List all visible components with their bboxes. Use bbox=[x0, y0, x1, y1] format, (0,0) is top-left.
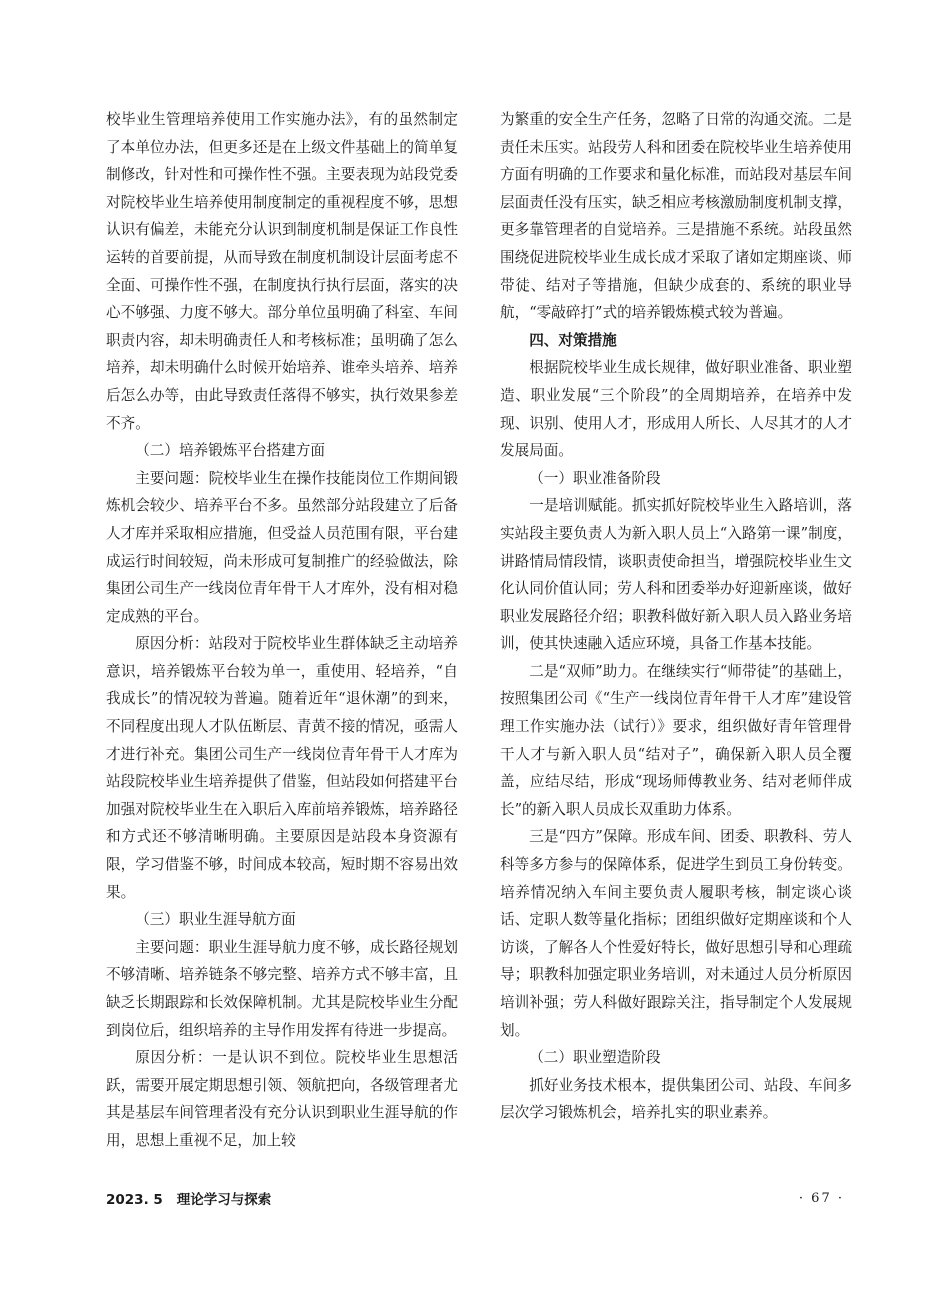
section-heading: （三）职业生涯导航方面 bbox=[135, 911, 296, 929]
journal-title: 理论学习与探索 bbox=[176, 1192, 272, 1208]
paragraph: 三是“四方”保障。形成车间、团委、职教科、劳人科等多方参与的保障体系，促进学生到员工身份转变。培养情况纳入车间主要负责人履职考核，制定谈心谈话、定职人数等量化指标；团组织做好定期座谈和个人访谈，了解各人个性爱好特长，做好思想引导和心理疏导；职教科加强定职业务培训，对未通过人员分析原因培训补强；劳人科做好跟踪关注，指导制定个人发展规划。 bbox=[500, 828, 852, 1039]
paragraph: 校毕业生管理培养使用工作实施办法》，有的虽然制定了本单位办法，但更多还是在上级文件基础上的简单复制修改，针对性和可操作性不强。主要表现为站段党委对院校毕业生培养使用制度制定的重视程度不够，思想认识有偏差，未能充分认识到制度机制是保证工作良性运转的首要前提，从而导致在制度机制设计层面考虑不全面、可操作性不强，在制度执行执行层面，落实的决心不够强、力度不够大。部分单位虽明确了科室、车间职责内容，却未明确责任人和考核标准；虽明确了怎么培养，却未明确什么时候开始培养、谁牵头培养、培养后怎么办等，由此导致责任落得不够实，执行效果参差不齐。 bbox=[106, 111, 458, 432]
paragraph: 主要问题：职业生涯导航力度不够，成长路径规划不够清晰、培养链条不够完整、培养方式不够丰富，且缺乏长期跟踪和长效保障机制。尤其是院校毕业生分配到岗位后，组织培养的主导作用发挥有待进一步提高。 bbox=[106, 938, 458, 1039]
page-footer bbox=[106, 1186, 844, 1210]
section-heading: （二）职业塑造阶段 bbox=[529, 1049, 661, 1067]
paragraph: 根据院校毕业生成长规律，做好职业准备、职业塑造、职业发展“三个阶段”的全周期培养，在培养中发现、识别、使用人才，形成用人所长、人尽其才的人才发展局面。 bbox=[500, 359, 852, 460]
section-heading: （一）职业准备阶段 bbox=[529, 469, 661, 487]
paragraph: 原因分析：站段对于院校毕业生群体缺乏主动培养意识，培养锻炼平台较为单一，重使用、轻培养，“自我成长”的情况较为普遍。随着近年“退休潮”的到来，不同程度出现人才队伍断层、青黄不接的情况，亟需人才进行补充。集团公司生产一线岗位青年骨干人才库为站段院校毕业生培养提供了借鉴，但站段如何搭建平台加强对院校毕业生在入职后入库前培养锻炼，培养路径和方式还不够清晰明确。主要原因是站段本身资源有限，学习借鉴不够，时间成本较高，短时期不容易出效果。 bbox=[106, 635, 458, 901]
section-heading-bold: 四、对策措施 bbox=[529, 331, 617, 349]
paragraph: 抓好业务技术根本，提供集团公司、站段、车间多层次学习锻炼机会，培养扎实的职业素养。 bbox=[500, 1076, 852, 1122]
issue-number: 2023. 5 bbox=[106, 1192, 163, 1208]
footer-source bbox=[106, 1188, 271, 1208]
paragraph: 为繁重的安全生产任务，忽略了日常的沟通交流。二是责任未压实。站段劳人科和团委在院校毕业生培养使用方面有明确的工作要求和量化标准，而站段对基层车间层面责任没有压实，缺乏相应考核激励制度机制支撑，更多靠管理者的自觉培养。三是措施不系统。站段虽然围绕促进院校毕业生成长成才采取了诸如定期座谈、师带徒、结对子等措施，但缺少成套的、系统的职业导航，“零敲碎打”式的培养锻炼模式较为普遍。 bbox=[500, 111, 852, 322]
section-heading: （二）培养锻炼平台搭建方面 bbox=[135, 442, 325, 460]
paragraph: 一是培训赋能。抓实抓好院校毕业生入路培训，落实站段主要负责人为新入职人员上“入路第一课”制度，讲路情局情段情，谈职责使命担当，增强院校毕业生文化认同价值认同；劳人科和团委举办好迎新座谈，做好职业发展路径介绍；职教科做好新入职人员入路业务培训，使其快速融入适应环境，具备工作基本技能。 bbox=[500, 497, 852, 653]
right-column bbox=[500, 106, 852, 1127]
paragraph: 主要问题：院校毕业生在操作技能岗位工作期间锻炼机会较少、培养平台不多。虽然部分站段建立了后备人才库并采取相应措施，但受益人员范围有限，平台建成运行时间较短，尚未形成可复制推广的经验做法，除集团公司生产一线岗位青年骨干人才库外，没有相对稳定成熟的平台。 bbox=[106, 469, 458, 625]
paragraph: 二是“双师”助力。在继续实行“师带徒”的基础上，按照集团公司《“生产一线岗位青年骨干人才库”建设管理工作实施办法（试行）》要求，组织做好青年管理骨干人才与新入职人员“结对子”，确保新入职人员全覆盖，应结尽结，形成“现场师傅教业务、结对老师伴成长”的新入职人员成长双重助力体系。 bbox=[500, 662, 852, 818]
page-number: · 67 · bbox=[798, 1190, 844, 1206]
paragraph: 原因分析：一是认识不到位。院校毕业生思想活跃，需要开展定期思想引领、领航把向，各级管理者尤其是基层车间管理者没有充分认识到职业生涯导航的作用，思想上重视不足，加上较 bbox=[106, 1049, 458, 1149]
left-column bbox=[106, 106, 458, 1155]
